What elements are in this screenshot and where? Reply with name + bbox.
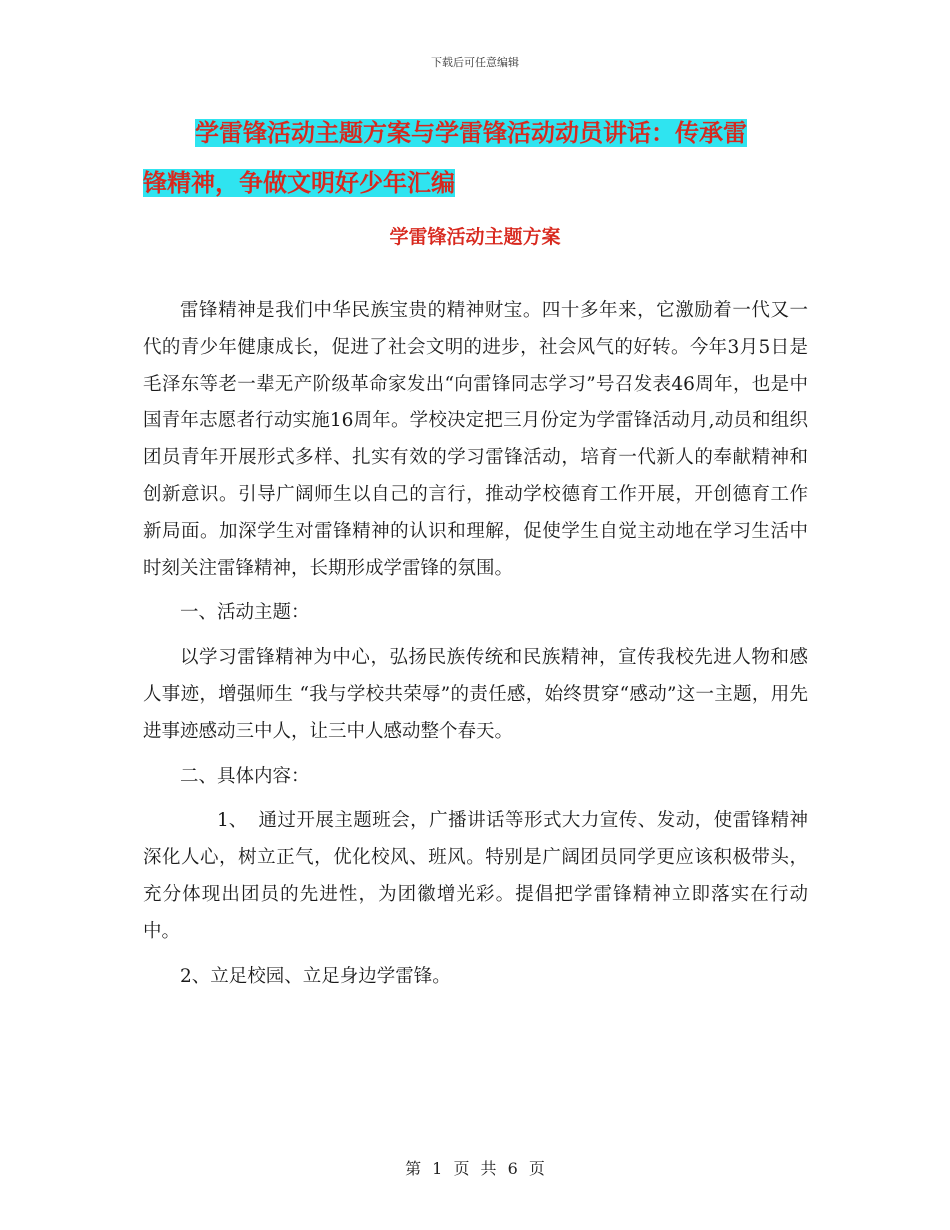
- document-title-line-1: 学雷锋活动主题方案与学雷锋活动动员讲话：传承雷: [195, 119, 747, 147]
- paragraph-intro: 雷锋精神是我们中华民族宝贵的精神财宝。四十多年来，它激励着一代又一代的青少年健康成长，促进了社会文明的进步，社会风气的好转。今年3月5日是毛泽东等老一辈无产阶级革命家发出“向雷锋同志学习”号召发表46周年，也是中国青年志愿者行动实施16周年。学校决定把三月份定为学雷锋活动月,动员和组织团员青年开展形式多样、扎实有效的学习雷锋活动，培育一代新人的奉献精神和创新意识。引导广阔师生以自己的言行，推动学校德育工作开展，开创德育工作新局面。加深学生对雷锋精神的认识和理解，促使学生自觉主动地在学习生活中时刻关注雷锋精神，长期形成学雷锋的氛围。: [143, 300, 808, 579]
- page-footer: 第 1 页 共 6 页: [405, 1159, 545, 1178]
- document-body: [143, 293, 808, 995]
- heading-activity-theme: 一、活动主题：: [180, 602, 310, 624]
- page-header-note: 下载后可任意编辑: [431, 56, 519, 69]
- heading-specific-content: 二、具体内容：: [180, 765, 310, 787]
- document-title: [143, 108, 813, 208]
- list-item-1: [143, 803, 808, 950]
- list-item-1-number: 1、: [217, 810, 248, 832]
- document-title-line-2: 锋精神，争做文明好少年汇编: [143, 169, 455, 197]
- paragraph-theme: 以学习雷锋精神为中心，弘扬民族传统和民族精神，宣传我校先进人物和感人事迹，增强师生 “我与学校共荣辱”的责任感，始终贯穿“感动”这一主题，用先进事迹感动三中人，让三中人感动整个春天。: [143, 647, 808, 742]
- list-item-2: 2、立足校园、立足身边学雷锋。: [180, 965, 451, 987]
- list-item-1-text: 通过开展主题班会，广播讲话等形式大力宣传、发动，使雷锋精神深化人心，树立正气，优化校风、班风。特别是广阔团员同学更应该积极带头，充分体现出团员的先进性，为团徽增光彩。提倡把学雷锋精神立即落实在行动中。: [143, 810, 808, 942]
- section-title: 学雷锋活动主题方案: [389, 226, 561, 248]
